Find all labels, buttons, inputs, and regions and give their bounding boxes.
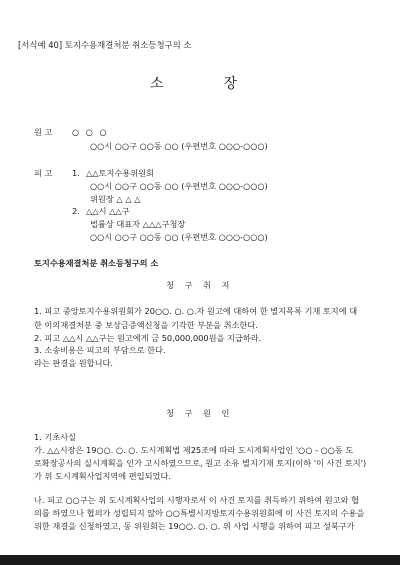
document-title bbox=[150, 76, 238, 92]
title-char-so: 소 bbox=[150, 76, 164, 92]
claim-line: 3. 소송비용은 피고의 부담으로 한다. bbox=[34, 345, 166, 355]
cause-line: 위한 재결을 신청하였고, 동 위원회는 19○○. ○. ○. 위 사업 시행을 위하여 피고 성북구가 bbox=[34, 521, 355, 531]
defendant-2-name: △△시 △△구 bbox=[86, 206, 130, 216]
defendant-2-number: 2. bbox=[72, 206, 80, 216]
claim-line: 한 이의재결처분 중 보상금증액신청을 기각한 부분을 취소한다. bbox=[34, 320, 258, 330]
cause-line: 가. △△시장은 19○○. ○. ○. 도시계획법 제25조에 따라 도시계획사업인 '○○ - ○○동 도 bbox=[34, 445, 354, 455]
plaintiff-address: ○○시 ○○구 ○○동 ○○ (우편번호 ○○○-○○○) bbox=[90, 141, 268, 151]
cause-line: 의를 하였으나 협의가 성립되지 않아 ○○특별시지방토지수용위원회에 이 사건 토지의 수용을 bbox=[34, 508, 365, 518]
plaintiff-name: ○ ○ ○ bbox=[72, 127, 109, 137]
cause-line: 1. 기초사실 bbox=[34, 432, 77, 442]
claim-line: 1. 피고 중앙토지수용위원회가 20○○. ○. ○.자 원고에 대하여 한 별지목록 기재 토지에 대 bbox=[34, 306, 358, 316]
defendant-2-representative: 법률상 대표자 △△△구청장 bbox=[90, 219, 186, 229]
claim-heading: 청 구 취 지 bbox=[166, 280, 234, 290]
defendant-label: 피 고 bbox=[34, 168, 53, 178]
claim-line: 2. 피고 △△시 △△구는 원고에게 금 50,000,000원을 지급하라. bbox=[34, 333, 262, 343]
case-title: 토지수용재결처분 취소등청구의 소 bbox=[34, 258, 159, 268]
defendant-2-address: ○○시 ○○구 ○○동 ○○ (우편번호 ○○○-○○○) bbox=[90, 232, 268, 242]
page-bottom-bar bbox=[0, 555, 400, 565]
defendant-1-number: 1. bbox=[72, 168, 80, 178]
form-identifier: [서식예 40] 토지수용재결처분 취소등청구의 소 bbox=[18, 40, 192, 50]
defendant-1-representative: 위원장 △ △ △ bbox=[90, 194, 141, 204]
defendant-1-name: △△토지수용위원회 bbox=[86, 168, 154, 178]
cause-line: 가 위 도시계획사업지역에 편입되었다. bbox=[34, 471, 171, 481]
title-char-jang: 장 bbox=[223, 76, 238, 92]
cause-line: 나. 피고 ○○구는 위 도시계획사업의 시행자로서 이 사건 토지를 취득하기 위하여 원고와 협 bbox=[34, 495, 359, 505]
cause-heading: 청 구 원 인 bbox=[166, 408, 234, 418]
claim-line: 라는 판결을 원합니다. bbox=[34, 358, 113, 368]
plaintiff-label: 원 고 bbox=[34, 127, 53, 137]
cause-line: 로확장공사의 실시계획을 인가 고시하였으므로, 원고 소유 별지기재 토지(이하 '이 사건 토지') bbox=[34, 458, 367, 468]
defendant-1-address: ○○시 ○○구 ○○동 ○○ (우편번호 ○○○-○○○) bbox=[90, 181, 268, 191]
